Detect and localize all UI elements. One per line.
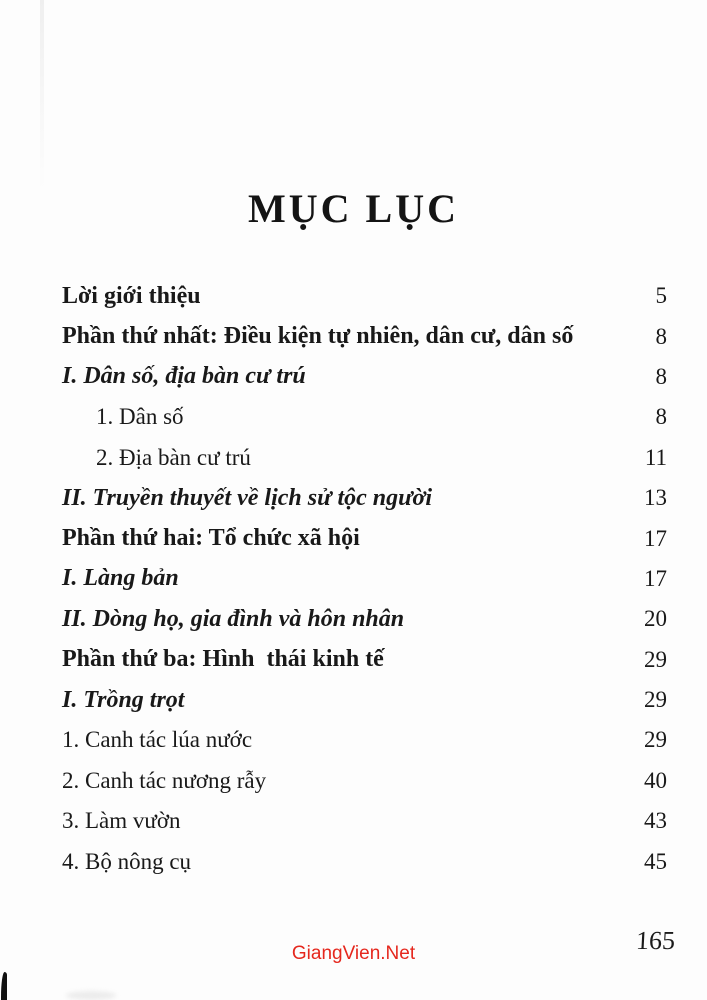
toc-entry-label: II. Dòng họ, gia đình và hôn nhân	[62, 605, 405, 632]
page-title: MỤC LỤC	[248, 185, 459, 231]
toc-entry-page: 29	[644, 727, 667, 753]
toc-entry-label: 1. Dân số	[96, 404, 184, 430]
toc-entry-page: 17	[644, 565, 667, 591]
toc-entry-label: II. Truyền thuyết về lịch sử tộc người	[62, 484, 433, 511]
toc-entry-page: 17	[644, 525, 667, 551]
toc-row	[62, 316, 667, 356]
toc-entry-label: I. Trồng trọt	[62, 686, 185, 713]
toc-row	[62, 438, 667, 478]
watermark: GiangVien.Net	[291, 943, 416, 964]
toc-row	[62, 599, 667, 639]
toc-entry-label: 2. Canh tác nương rẫy	[62, 767, 267, 793]
toc-row	[62, 276, 667, 316]
toc-entry-label: 2. Địa bàn cư trú	[96, 444, 251, 470]
scan-corner-artifact	[1, 972, 7, 1000]
toc-entry-page: 20	[644, 606, 667, 632]
toc-row	[62, 680, 667, 720]
toc-list	[62, 276, 667, 882]
toc-entry-label: Phần thứ hai: Tổ chức xã hội	[62, 525, 360, 552]
toc-entry-page: 5	[655, 283, 667, 309]
toc-row	[62, 761, 667, 801]
toc-entry-label: 3. Làm vườn	[62, 808, 181, 834]
toc-entry-page: 40	[644, 767, 667, 793]
toc-entry-label: 4. Bộ nông cụ	[62, 848, 192, 874]
toc-entry-page: 29	[644, 646, 667, 672]
toc-row	[62, 397, 667, 437]
toc-entry-page: 29	[644, 687, 667, 713]
scan-smudge-artifact	[66, 991, 116, 1000]
toc-row	[62, 801, 667, 841]
toc-row	[62, 518, 667, 558]
toc-entry-page: 13	[644, 485, 667, 511]
toc-row	[62, 357, 667, 397]
toc-entry-page: 11	[644, 444, 667, 470]
toc-row	[62, 478, 667, 518]
toc-row	[62, 559, 667, 599]
toc-row	[62, 640, 667, 680]
toc-entry-label: I. Làng bản	[62, 565, 179, 592]
toc-entry-label: Lời giới thiệu	[62, 282, 201, 309]
toc-entry-page: 8	[655, 363, 667, 389]
toc-row	[62, 720, 667, 760]
toc-entry-label: Phần thứ nhất: Điều kiện tự nhiên, dân cư, dân số	[62, 323, 574, 350]
toc-entry-page: 43	[644, 808, 667, 834]
toc-entry-label: Phần thứ ba: Hình thái kinh tế	[62, 646, 384, 673]
toc-entry-page: 8	[655, 323, 667, 349]
toc-entry-label: 1. Canh tác lúa nước	[62, 727, 253, 753]
scan-edge-artifact	[40, 0, 44, 190]
page-number: 165	[635, 926, 676, 955]
toc-entry-page: 45	[644, 848, 667, 874]
toc-row	[62, 841, 667, 881]
toc-entry-label: I. Dân số, địa bàn cư trú	[62, 363, 306, 390]
toc-entry-page: 8	[655, 404, 667, 430]
